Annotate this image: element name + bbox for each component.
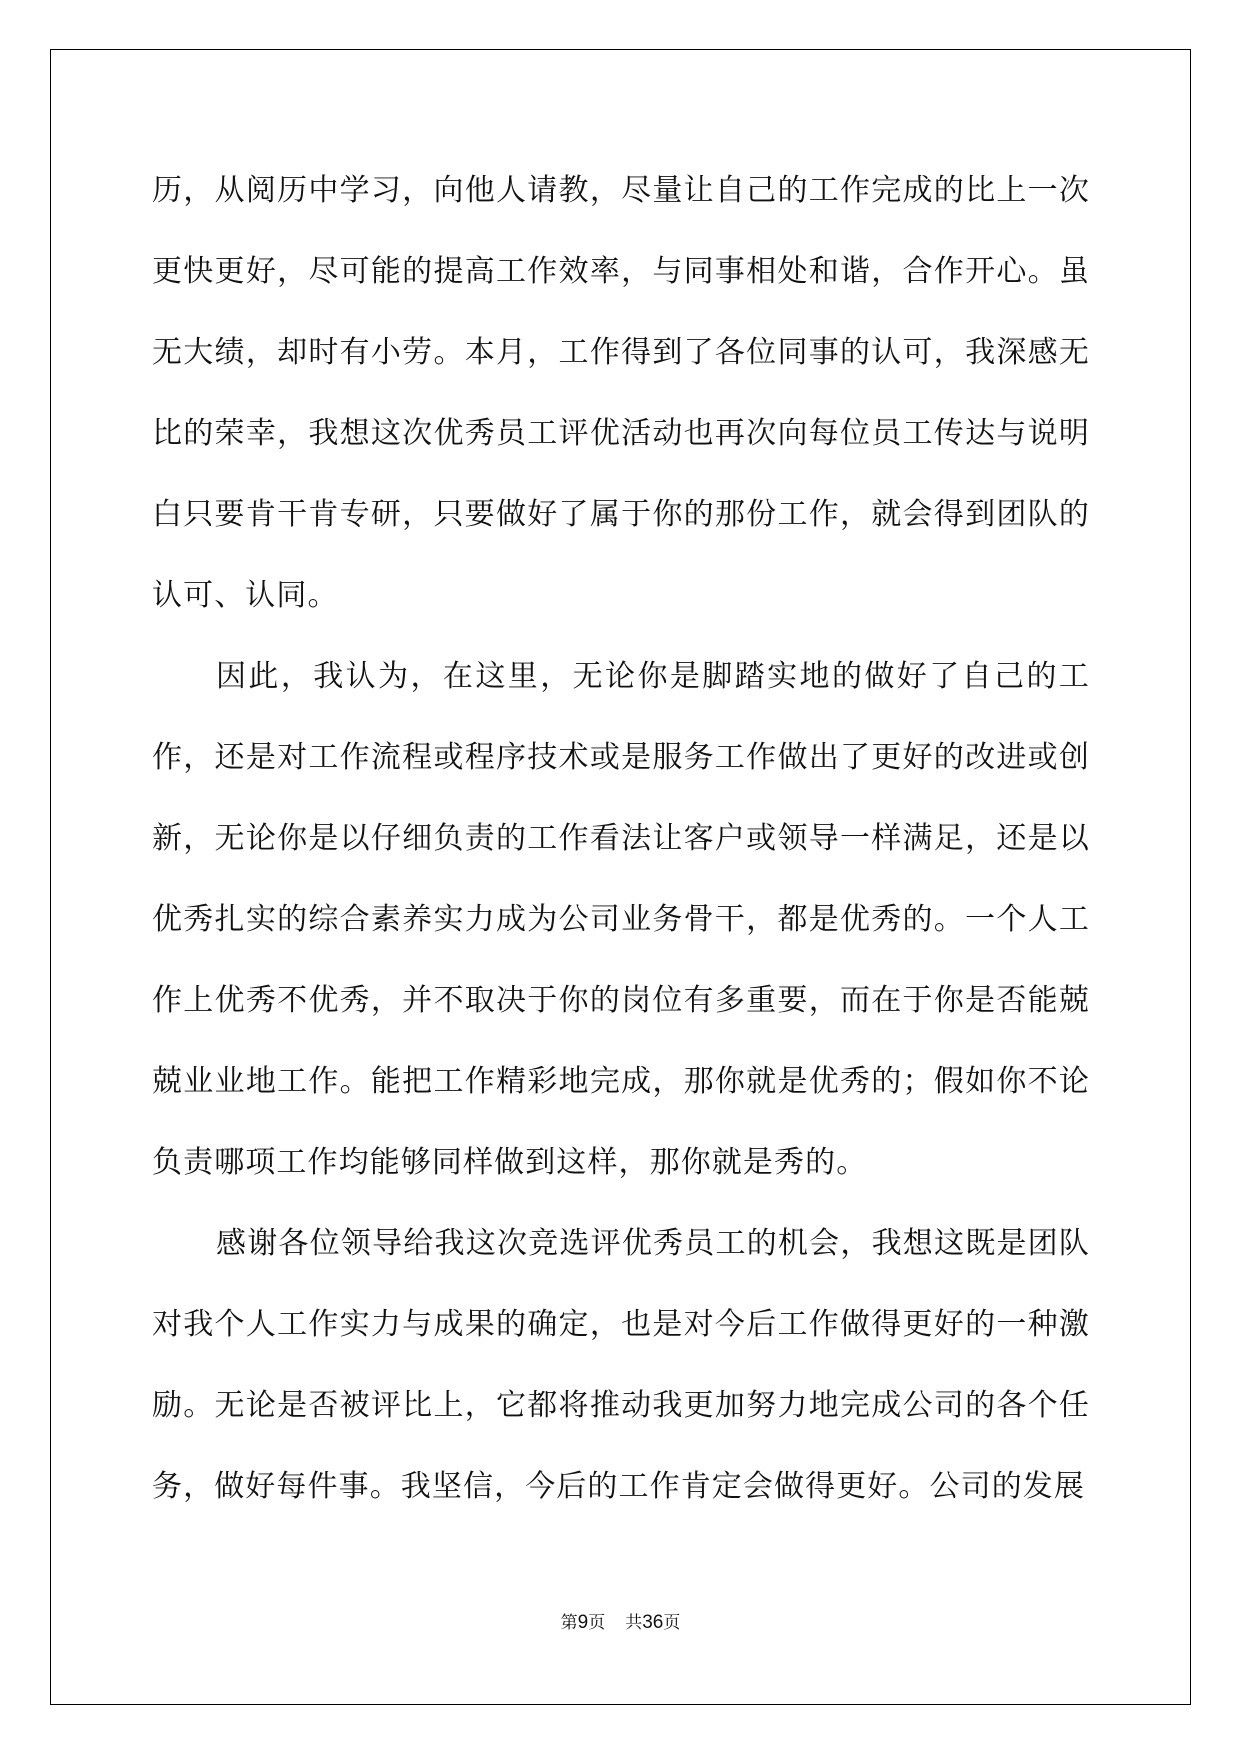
footer-prefix: 第 (560, 1613, 578, 1633)
page-footer (0, 1608, 1241, 1634)
paragraph: 感谢各位领导给我这次竞选评优秀员工的机会，我想这既是团队对我个人工作实力与成果的确定，也是对今后工作做得更好的一种激励。无论是否被评比上，它都将推动我更加努力地完成公司的各个任务，做好每件事。我坚信，今后的工作肯定会做得更好。公司的发展 (152, 1226, 1090, 1504)
footer-total-prefix: 共 (625, 1613, 643, 1633)
current-page-number: 9 (577, 1612, 589, 1633)
total-page-count: 36 (642, 1612, 664, 1633)
footer-page-unit: 页 (588, 1613, 606, 1633)
paragraph: 历，从阅历中学习，向他人请教，尽量让自己的工作完成的比上一次更快更好，尽可能的提高工作效率，与同事相处和谐，合作开心。虽无大绩，却时有小劳。本月，工作得到了各位同事的认可，我深感无比的荣幸，我想这次优秀员工评优活动也再次向每位员工传达与说明白只要肯干肯专研，只要做好了属于你的那份工作，就会得到团队的认可、认同。 (152, 173, 1090, 613)
footer-total-unit: 页 (663, 1613, 681, 1633)
paragraph: 因此，我认为，在这里，无论你是脚踏实地的做好了自己的工作，还是对工作流程或程序技术或是服务工作做出了更好的改进或创新，无论你是以仔细负责的工作看法让客户或领导一样满足，还是以优秀扎实的综合素养实力成为公司业务骨干，都是优秀的。一个人工作上优秀不优秀，并不取决于你的岗位有多重要，而在于你是否能兢兢业业地工作。能把工作精彩地完成，那你就是优秀的；假如你不论负责哪项工作均能够同样做到这样，那你就是秀的。 (152, 659, 1090, 1180)
document-body (152, 150, 1090, 1527)
